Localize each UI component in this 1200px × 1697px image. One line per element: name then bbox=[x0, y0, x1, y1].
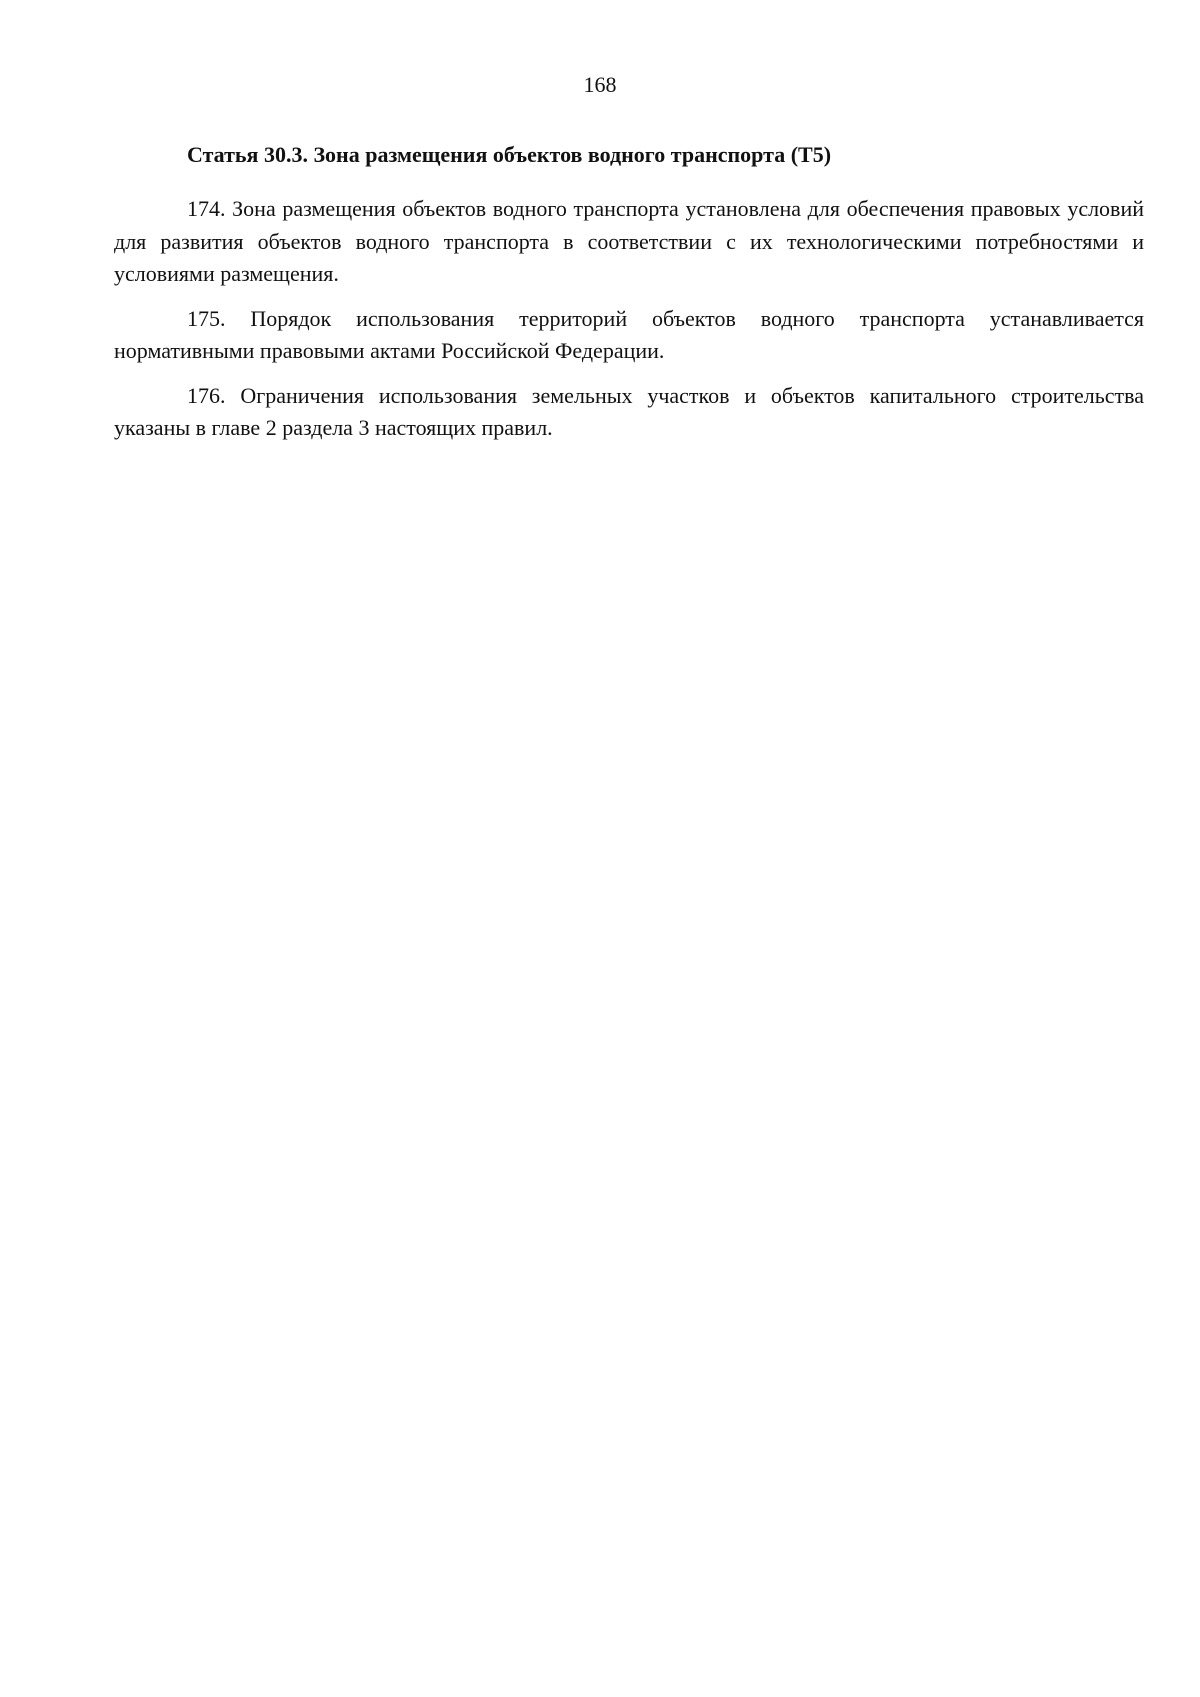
paragraph-176: 176. Ограничения использования земельных участков и объектов капитального строительства указаны в главе 2 раздела 3 настоящих правил. bbox=[114, 382, 1144, 440]
paragraph-174: 174. Зона размещения объектов водного транспорта установлена для обеспечения правовых условий для развития объектов водного транспорта в соответствии с их технологическими потребностями и условиями размещения. bbox=[114, 196, 1144, 286]
page-number: 168 bbox=[583, 72, 617, 97]
article-body bbox=[114, 193, 1144, 457]
paragraph-175: 175. Порядок использования территорий объектов водного транспорта устанавливается нормативными правовыми актами Российской Федерации. bbox=[114, 305, 1144, 363]
article-title: Статья 30.3. Зона размещения объектов водного транспорта (Т5) bbox=[187, 142, 832, 167]
